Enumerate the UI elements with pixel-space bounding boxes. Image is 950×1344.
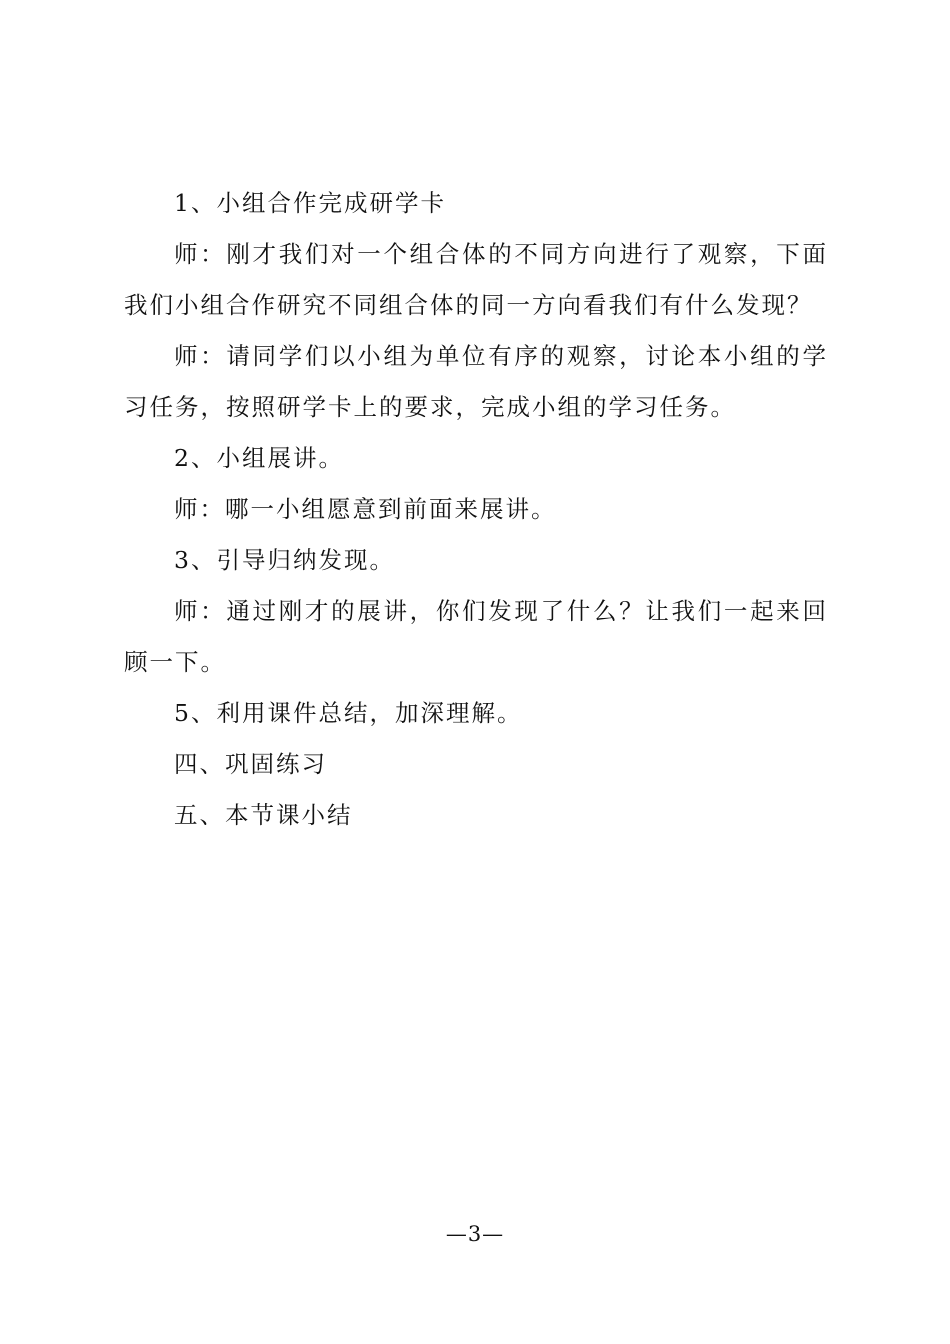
paragraph-teacher-1: 师：刚才我们对一个组合体的不同方向进行了观察，下面我们小组合作研究不同组合体的同一方向看我们有什么发现？ — [124, 240, 828, 319]
paragraph-step-2: 2、小组展讲。 — [174, 444, 344, 472]
paragraph-step-1: 1、小组合作完成研学卡 — [174, 189, 446, 217]
paragraph-teacher-3: 师：哪一小组愿意到前面来展讲。 — [174, 495, 557, 523]
section-heading-summary: 五、本节课小结 — [174, 801, 353, 829]
page-number: —3— — [445, 1222, 505, 1246]
document-body — [124, 178, 828, 841]
section-heading-practice: 四、巩固练习 — [174, 750, 327, 778]
paragraph-teacher-4: 师：通过刚才的展讲，你们发现了什么？让我们一起来回顾一下。 — [124, 597, 828, 676]
paragraph-step-5: 5、利用课件总结，加深理解。 — [174, 699, 523, 727]
paragraph-teacher-2: 师：请同学们以小组为单位有序的观察，讨论本小组的学习任务，按照研学卡上的要求，完成小组的学习任务。 — [124, 342, 828, 421]
paragraph-step-3: 3、引导归纳发现。 — [174, 546, 395, 574]
